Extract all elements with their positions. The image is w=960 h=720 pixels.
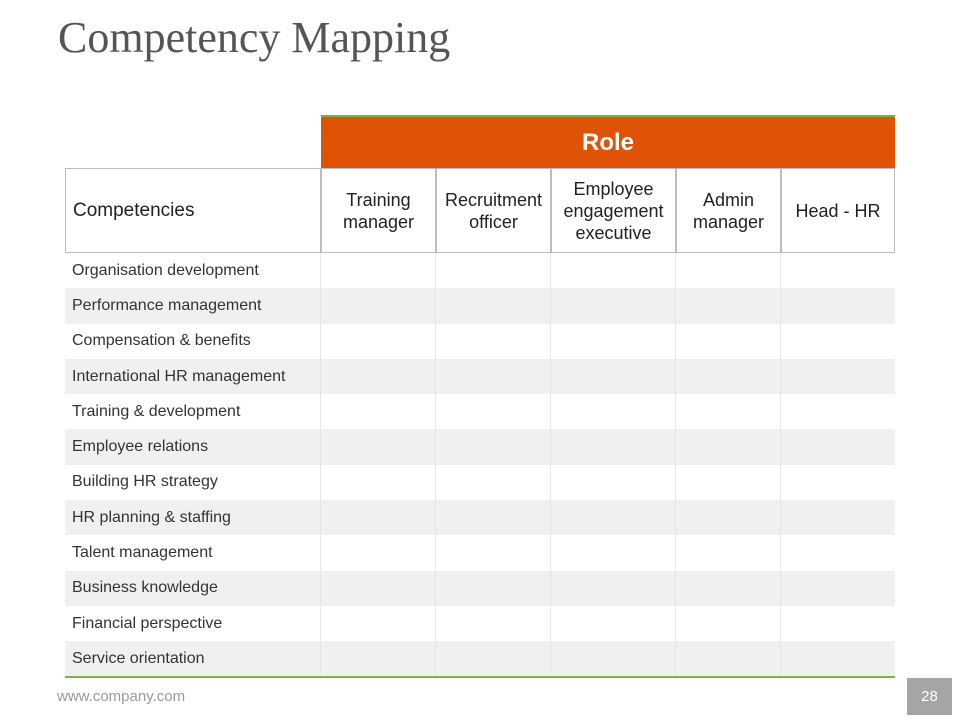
table-cell <box>436 535 551 570</box>
competency-label: Service orientation <box>65 641 321 676</box>
competency-table-body <box>65 253 895 677</box>
table-cell <box>436 253 551 288</box>
table-row <box>65 606 895 641</box>
table-cell <box>676 465 781 500</box>
competencies-header: Competencies <box>65 168 321 253</box>
slide-title: Competency Mapping <box>58 13 451 62</box>
table-cell <box>436 359 551 394</box>
role-header-training-manager <box>321 168 436 253</box>
table-cell <box>781 324 895 359</box>
table-cell <box>321 429 436 464</box>
table-row <box>65 324 895 359</box>
table-cell <box>676 571 781 606</box>
table-row <box>65 641 895 676</box>
table-cell <box>676 394 781 429</box>
table-cell <box>781 465 895 500</box>
role-label: Admin manager <box>692 189 765 232</box>
competency-label: Talent management <box>65 535 321 570</box>
table-row <box>65 394 895 429</box>
table-cell <box>781 571 895 606</box>
table-cell <box>436 324 551 359</box>
table-cell <box>551 288 676 323</box>
table-cell <box>321 571 436 606</box>
competency-label: Building HR strategy <box>65 465 321 500</box>
table-cell <box>676 359 781 394</box>
table-cell <box>321 465 436 500</box>
table-cell <box>321 324 436 359</box>
competency-label: HR planning & staffing <box>65 500 321 535</box>
table-cell <box>551 253 676 288</box>
competency-label: Performance management <box>65 288 321 323</box>
table-cell <box>676 429 781 464</box>
table-row <box>65 571 895 606</box>
table-cell <box>436 500 551 535</box>
table-cell <box>676 535 781 570</box>
competency-label: Business knowledge <box>65 571 321 606</box>
competency-label: Compensation & benefits <box>65 324 321 359</box>
competency-label: Employee relations <box>65 429 321 464</box>
table-cell <box>436 641 551 676</box>
table-cell <box>551 429 676 464</box>
competency-label: International HR management <box>65 359 321 394</box>
role-label: Recruitment officer <box>444 189 543 232</box>
table-cell <box>436 571 551 606</box>
role-header-admin-manager <box>676 168 781 253</box>
table-row <box>65 429 895 464</box>
table-cell <box>551 465 676 500</box>
table-cell <box>321 288 436 323</box>
table-cell <box>321 500 436 535</box>
table-cell <box>321 606 436 641</box>
table-cell <box>676 606 781 641</box>
table-cell <box>551 359 676 394</box>
table-cell <box>436 288 551 323</box>
table-cell <box>781 394 895 429</box>
table-cell <box>321 641 436 676</box>
role-header-employee-engagement-executive <box>551 168 676 253</box>
table-cell <box>781 253 895 288</box>
table-cell <box>676 288 781 323</box>
role-label: Training manager <box>342 189 415 232</box>
table-cell <box>321 359 436 394</box>
table-cell <box>676 641 781 676</box>
table-row <box>65 465 895 500</box>
role-header-head-hr <box>781 168 895 253</box>
table-row <box>65 535 895 570</box>
table-bottom-rule <box>65 676 895 678</box>
table-cell <box>551 606 676 641</box>
table-cell <box>551 641 676 676</box>
table-cell <box>321 394 436 429</box>
table-row <box>65 288 895 323</box>
table-row <box>65 500 895 535</box>
role-header: Role <box>321 115 895 168</box>
table-cell <box>676 324 781 359</box>
role-label: Head - HR <box>795 200 881 221</box>
table-cell <box>781 429 895 464</box>
table-cell <box>551 324 676 359</box>
table-cell <box>781 288 895 323</box>
table-cell <box>321 535 436 570</box>
footer-url: www.company.com <box>57 688 186 705</box>
table-cell <box>321 253 436 288</box>
table-cell <box>551 500 676 535</box>
competency-label: Organisation development <box>65 253 321 288</box>
table-cell <box>551 535 676 570</box>
table-cell <box>676 500 781 535</box>
role-label: Employee engagement executive <box>563 178 664 243</box>
table-row <box>65 359 895 394</box>
table-cell <box>551 394 676 429</box>
table-cell <box>551 571 676 606</box>
competency-label: Training & development <box>65 394 321 429</box>
role-header-recruitment-officer <box>436 168 551 253</box>
table-cell <box>676 253 781 288</box>
page-number-badge: 28 <box>907 678 952 715</box>
table-cell <box>781 535 895 570</box>
table-cell <box>781 500 895 535</box>
table-cell <box>781 641 895 676</box>
table-cell <box>436 465 551 500</box>
table-cell <box>436 606 551 641</box>
table-cell <box>781 606 895 641</box>
table-row <box>65 253 895 288</box>
table-cell <box>436 429 551 464</box>
table-cell <box>781 359 895 394</box>
table-cell <box>436 394 551 429</box>
competency-label: Financial perspective <box>65 606 321 641</box>
